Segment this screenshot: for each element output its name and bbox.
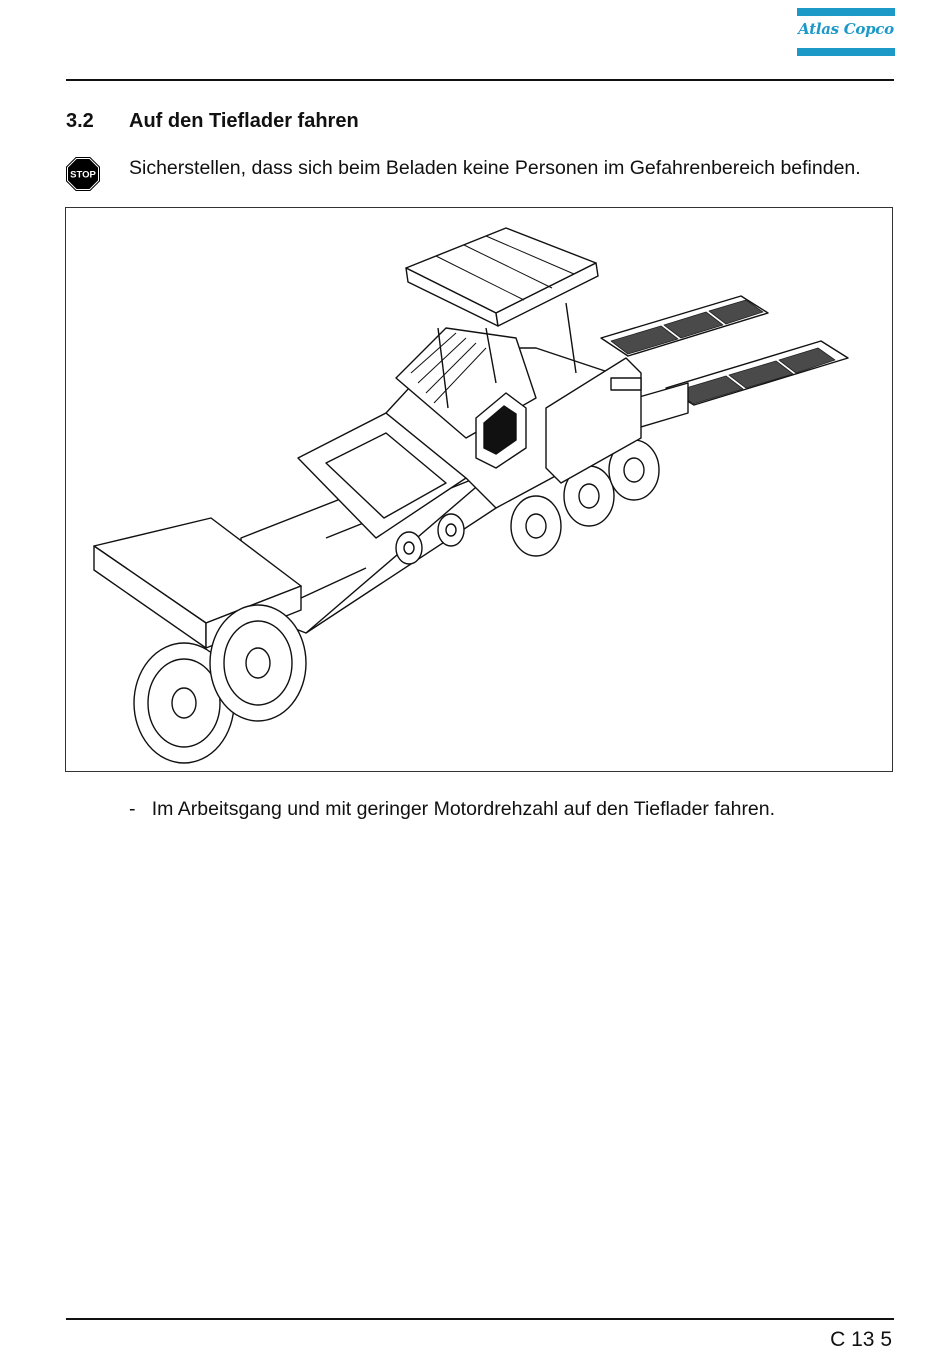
page-number: C 13 5 — [830, 1328, 892, 1351]
section-number: 3.2 — [66, 110, 94, 132]
logo-wordmark: Atlas Copco — [798, 20, 894, 38]
step-bullet: - — [129, 798, 136, 820]
paver-on-low-loader-illustration — [66, 208, 892, 771]
footer-rule — [66, 1318, 894, 1320]
warning-text: Sicherstellen, dass sich beim Beladen keine Personen im Gefahrenbereich befinden. — [129, 157, 861, 179]
paver-canopy-roof — [406, 228, 596, 313]
logo-bar-bottom — [797, 48, 895, 56]
tractor-wheels — [134, 605, 306, 763]
figure-frame — [65, 207, 893, 772]
section-title: Auf den Tieflader fahren — [129, 110, 359, 132]
step-item — [129, 798, 775, 821]
atlas-copco-logo — [797, 8, 895, 56]
header-rule — [66, 79, 894, 81]
stop-sign-text: STOP — [70, 169, 96, 181]
stop-sign-icon — [66, 157, 100, 191]
step-text: Im Arbeitsgang und mit geringer Motordrehzahl auf den Tieflader fahren. — [151, 798, 776, 820]
logo-bar-top — [797, 8, 895, 16]
